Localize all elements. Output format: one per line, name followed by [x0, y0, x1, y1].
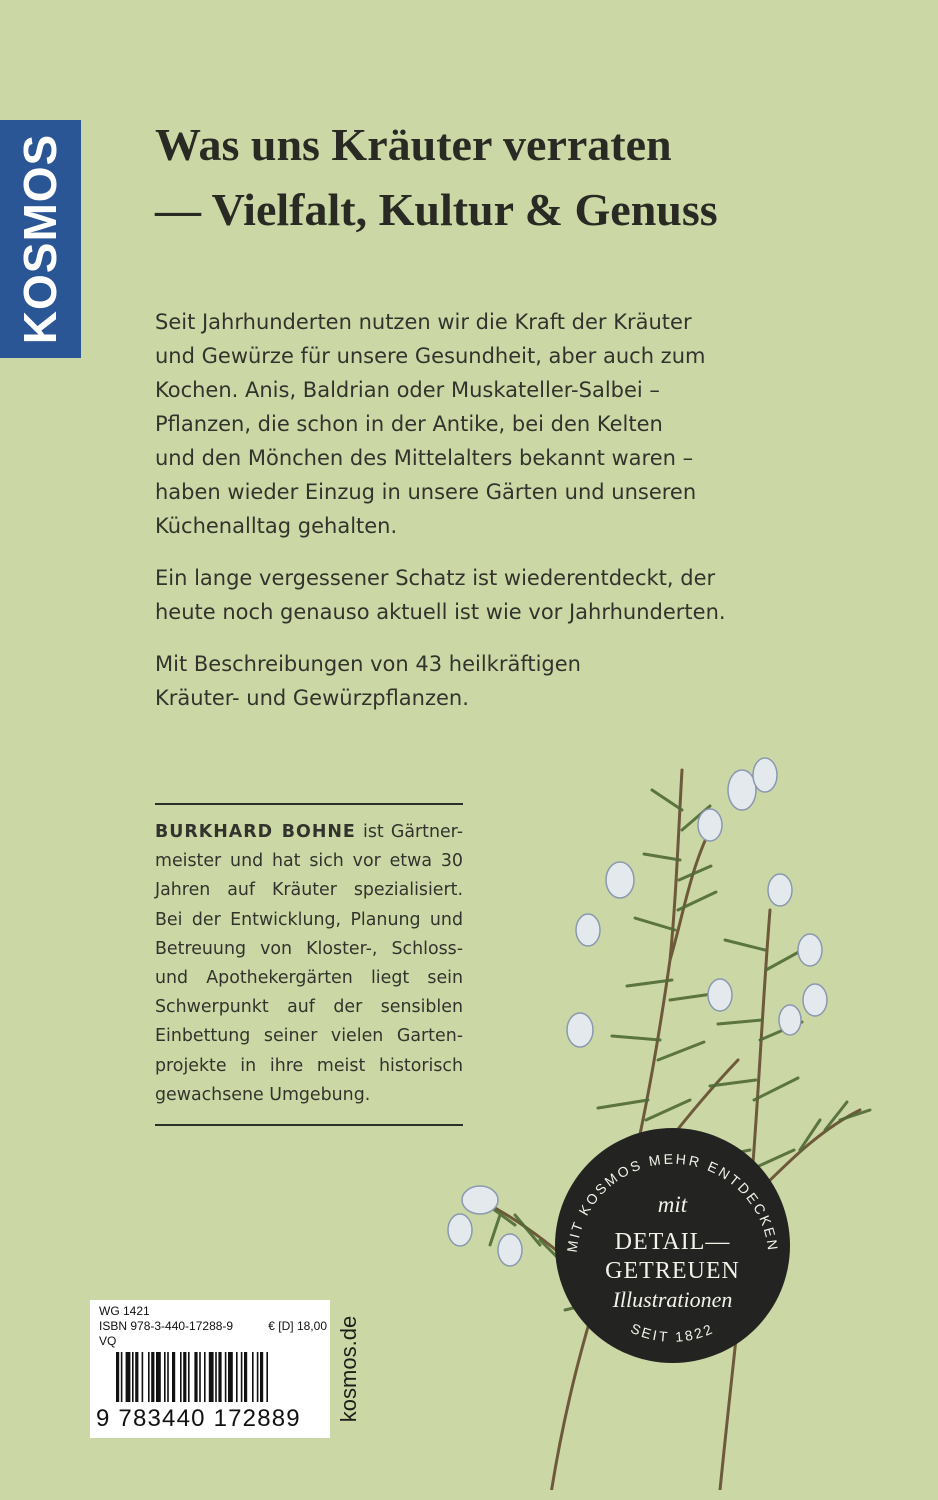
blurb-paragraph-2 — [155, 561, 795, 629]
bio-line: Einbettung seiner vielen Garten- — [155, 1026, 463, 1047]
barcode-bar — [135, 1352, 138, 1402]
barcode-bar — [121, 1352, 123, 1402]
barcode-digits: 9 783440 172889 — [96, 1405, 301, 1432]
vq-code: VQ — [99, 1334, 117, 1348]
bio-line: Betreuung von Kloster-, Schloss- — [155, 938, 463, 959]
barcode-meta — [99, 1304, 327, 1349]
wg-number: WG 1421 — [99, 1304, 150, 1318]
seal-center — [555, 1190, 790, 1314]
bio-line: Schwerpunkt auf der sensiblen — [155, 997, 463, 1018]
website-url — [334, 1300, 364, 1438]
barcode-bar — [236, 1352, 238, 1402]
barcode-bar — [183, 1352, 186, 1402]
seal-arc-top: MIT KOSMOS MEHR ENTDECKEN — [563, 1150, 782, 1254]
headline — [155, 112, 855, 242]
barcode-bar — [209, 1352, 214, 1402]
blurb-line: heute noch genauso aktuell ist wie vor Jahrhunderten. — [155, 600, 726, 624]
barcode-bar — [164, 1352, 166, 1402]
kosmos-logo-text: KOSMOS — [14, 133, 67, 345]
seal-arc-bottom: SEIT 1822 — [628, 1319, 717, 1345]
bio-line: gewachsene Umgebung. — [155, 1084, 371, 1105]
blurb — [155, 305, 795, 715]
barcode-bar — [199, 1352, 201, 1402]
blurb-line: Kochen. Anis, Baldrian oder Muskateller-Salbei – — [155, 378, 660, 402]
blurb-paragraph-3 — [155, 647, 795, 715]
seal-line-2: GETREUEN — [605, 1258, 740, 1284]
bio-line: projekte in ihre meist historisch — [155, 1055, 463, 1076]
barcode-bar — [260, 1352, 263, 1402]
bio-line-1-rest: ist Gärtner- — [362, 822, 463, 842]
bio-line: Bei der Entwicklung, Planung und — [155, 909, 463, 930]
barcode-bar — [156, 1352, 161, 1402]
barcode-bar — [218, 1352, 221, 1402]
barcode-bar — [151, 1352, 154, 1402]
seal-line-1: DETAIL— — [614, 1229, 731, 1255]
blurb-paragraph-1 — [155, 305, 795, 543]
barcode-bar — [225, 1352, 227, 1402]
barcode-bar — [194, 1352, 197, 1402]
barcode-panel — [90, 1300, 330, 1438]
price: € [D] 18,00 — [268, 1319, 327, 1333]
blurb-line: und den Mönchen des Mittelalters bekannt waren – — [155, 446, 694, 470]
barcode-bar — [126, 1352, 131, 1402]
bio-line-1 — [155, 818, 463, 847]
blurb-line: Seit Jahrhunderten nutzen wir die Kraft der Kräuter — [155, 310, 692, 334]
barcode-bar — [241, 1352, 243, 1402]
headline-line-1: Was uns Kräuter verraten — [155, 119, 672, 170]
bio-bottom-rule — [155, 1124, 463, 1126]
barcode-bar — [257, 1352, 259, 1402]
barcode-bar — [266, 1352, 268, 1402]
blurb-line: und Gewürze für unsere Gesundheit, aber auch zum — [155, 344, 706, 368]
barcode-bar — [142, 1352, 144, 1402]
isbn-price-row — [99, 1319, 327, 1334]
bio-line: und Apothekergärten liegt sein — [155, 968, 463, 989]
blurb-line: Ein lange vergessener Schatz ist wiederentdeckt, der — [155, 566, 716, 590]
rosemary-illustration — [420, 730, 890, 1490]
isbn: ISBN 978-3-440-17288-9 — [99, 1319, 234, 1333]
bio-line: Jahren auf Kräuter spezialisiert. — [155, 880, 463, 901]
bio-line: meister und hat sich vor etwa 30 — [155, 851, 463, 872]
author-name: BURKHARD BOHNE — [155, 822, 356, 842]
barcode-bar — [188, 1352, 190, 1402]
barcode-bar — [204, 1352, 206, 1402]
headline-line-2: — Vielfalt, Kultur & Genuss — [155, 184, 718, 235]
blurb-line: Küchenalltag gehalten. — [155, 514, 398, 538]
barcode-bar — [252, 1352, 254, 1402]
blurb-line: Mit Beschreibungen von 43 heilkräftigen — [155, 652, 581, 676]
kosmos-logo-tab — [0, 120, 81, 358]
barcode-bar — [215, 1352, 217, 1402]
website-text: kosmos.de — [336, 1315, 361, 1423]
barcode-bar — [116, 1352, 119, 1402]
svg-text:SEIT 1822 — [628, 1320, 716, 1345]
blurb-line: Pflanzen, die schon in der Antike, bei den Kelten — [155, 412, 663, 436]
seal-mit: mit — [657, 1192, 688, 1217]
barcode-bar — [132, 1352, 134, 1402]
seal-line-3: Illustrationen — [612, 1287, 733, 1312]
barcode-bar — [244, 1352, 247, 1402]
barcode-bar — [228, 1352, 233, 1402]
bio-top-rule — [155, 803, 463, 805]
blurb-line: Kräuter- und Gewürzpflanzen. — [155, 686, 469, 710]
author-bio — [155, 818, 463, 1110]
barcode-bars — [90, 1350, 330, 1406]
barcode-bar — [172, 1352, 175, 1402]
barcode-bar — [148, 1352, 150, 1402]
blurb-line: haben wieder Einzug in unsere Gärten und unseren — [155, 480, 697, 504]
seal-badge — [555, 1128, 790, 1363]
barcode-bar — [167, 1352, 169, 1402]
barcode-bar — [180, 1352, 182, 1402]
